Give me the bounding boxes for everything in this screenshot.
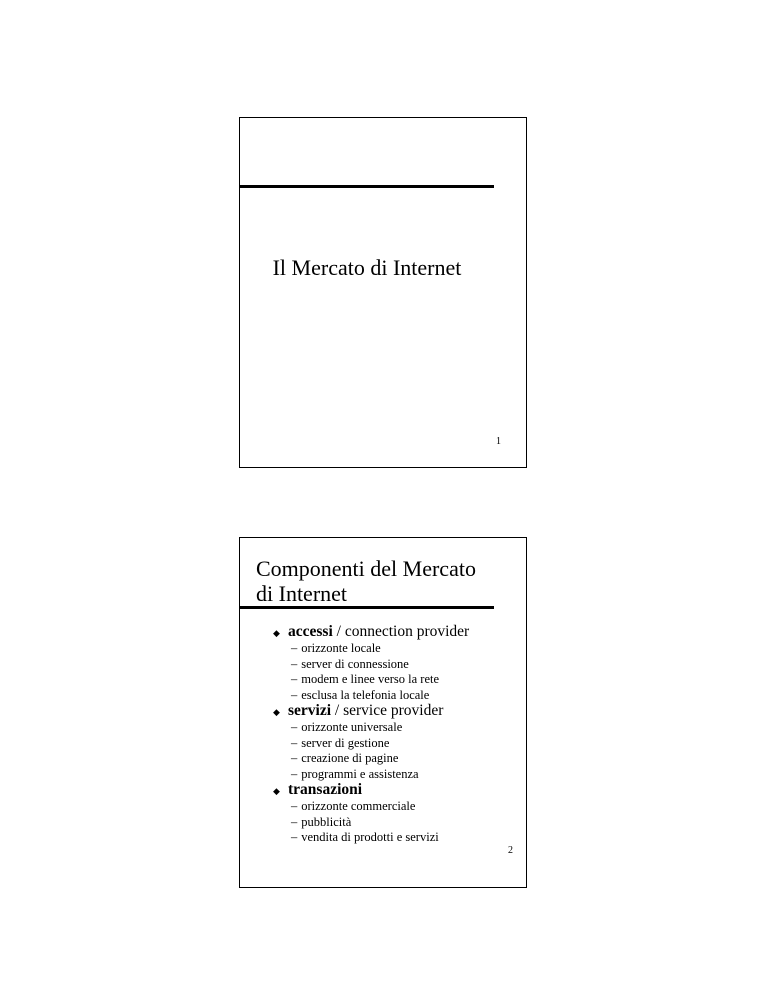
sub-list xyxy=(291,799,523,846)
sub-item: – programmi e assistenza xyxy=(291,766,419,781)
sub-item: – server di gestione xyxy=(291,735,390,750)
bullet-text: / service provider xyxy=(331,702,444,719)
diamond-bullet-icon: ◆ xyxy=(273,707,280,717)
bullet-item xyxy=(273,703,523,719)
slide-1 xyxy=(239,117,527,468)
sub-item: – orizzonte locale xyxy=(291,641,381,655)
slide-title: Il Mercato di Internet xyxy=(272,255,462,280)
bullet-keyword: servizi xyxy=(288,702,332,719)
bullet-item xyxy=(273,624,523,640)
sub-item: – esclusa la telefonia locale xyxy=(291,687,430,702)
sub-list xyxy=(291,641,523,703)
page-number: 2 xyxy=(508,845,513,856)
bullet-keyword: transazioni xyxy=(288,781,363,798)
sub-item: – pubblicità xyxy=(291,814,352,829)
sub-item: – creazione di pagine xyxy=(291,751,399,765)
diamond-bullet-icon: ◆ xyxy=(273,786,280,796)
sub-item: – orizzonte universale xyxy=(291,720,403,734)
bullet-item xyxy=(273,782,523,798)
sub-item: – server di connessione xyxy=(291,656,409,671)
sub-item: – orizzonte commerciale xyxy=(291,799,416,813)
diamond-bullet-icon: ◆ xyxy=(273,628,280,638)
page-number: 1 xyxy=(496,436,501,447)
bullet-keyword: accessi xyxy=(288,623,333,640)
slide-2 xyxy=(239,537,527,888)
title-rule xyxy=(240,185,494,188)
slide-title xyxy=(256,556,516,606)
bullet-list xyxy=(273,624,523,846)
bullet-text: / connection provider xyxy=(332,623,470,640)
title-rule xyxy=(240,606,494,609)
sub-item: – modem e linee verso la rete xyxy=(291,672,440,686)
slide-title-line-2: di Internet xyxy=(256,581,348,606)
sub-item: – vendita di prodotti e servizi xyxy=(291,830,439,844)
sub-list xyxy=(291,720,523,782)
slide-title-line-1: Componenti del Mercato xyxy=(256,556,476,581)
